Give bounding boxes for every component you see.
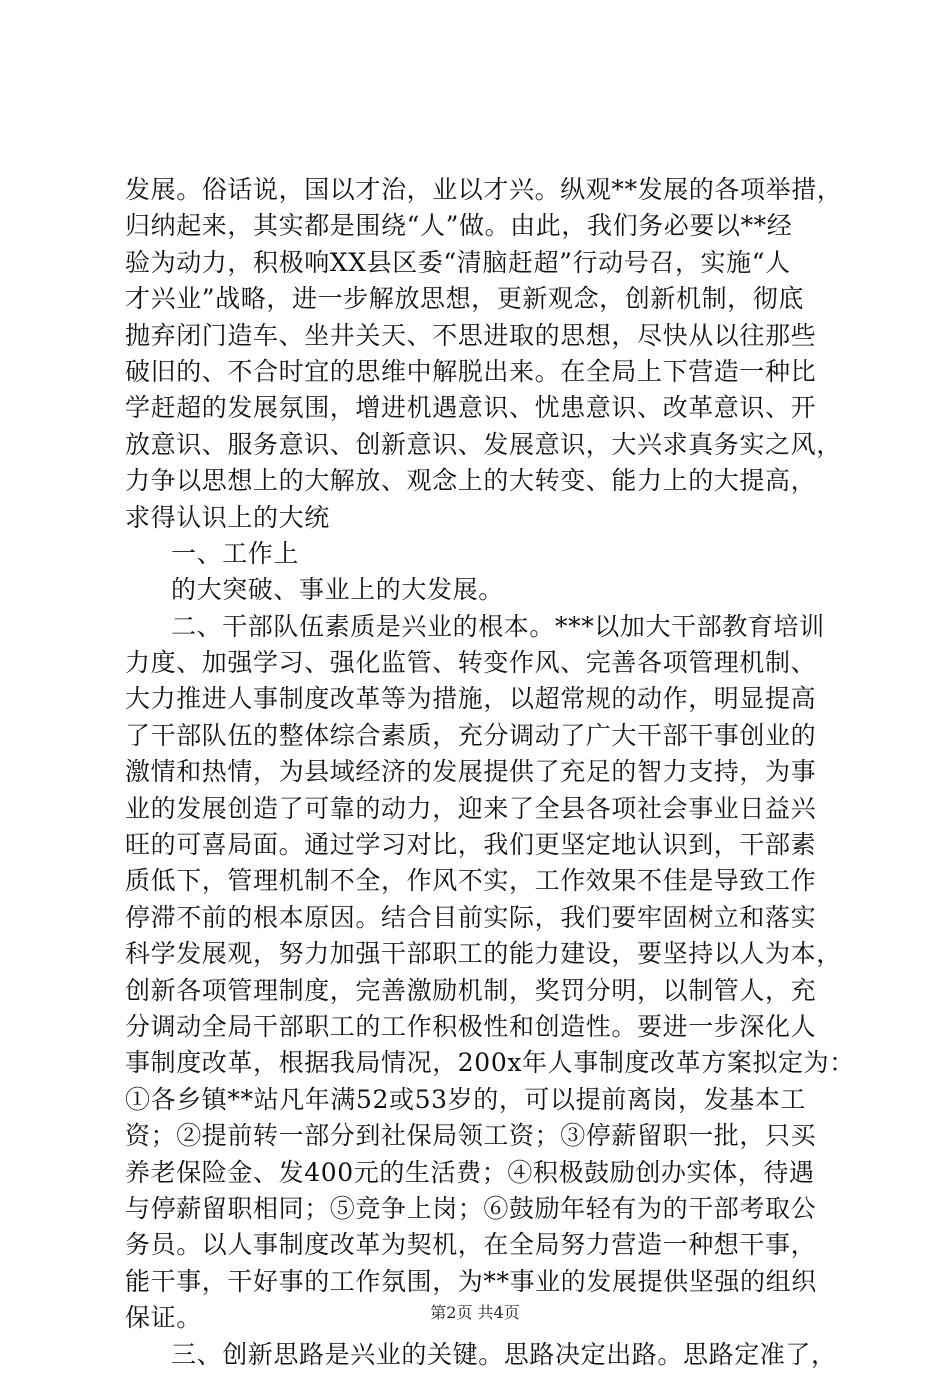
text-line: 大力推进人事制度改革等为措施，以超常规的动作，明显提高 [125, 684, 817, 714]
text-line: 事制度改革，根据我局情况，200x年人事制度改革方案拟定为： [125, 1048, 855, 1078]
text-line: 破旧的、不合时宜的思维中解脱出来。在全局上下营造一种比 [125, 356, 817, 386]
section-heading-line: 一、工作上 [171, 538, 300, 568]
text-line: 验为动力，积极响XX县区委“清脑赶超”行动号召，实施“人 [125, 247, 791, 277]
text-line: 务员。以人事制度改革为契机，在全局努力营造一种想干事， [125, 1230, 817, 1260]
text-line: 的大突破、事业上的大发展。 [171, 575, 504, 605]
text-line: 发展。俗话说，国以才治，业以才兴。纵观**发展的各项举措， [125, 175, 843, 204]
body-text [125, 172, 855, 1373]
text-line: 养老保险金、发400元的生活费；④积极鼓励创办实体，待遇 [125, 1157, 815, 1187]
text-line: 资；②提前转一部分到社保局领工资；③停薪留职一批，只买 [125, 1121, 817, 1151]
page-footer [0, 1300, 950, 1323]
text-line: 学赶超的发展氛围，增进机遇意识、忧患意识、改革意识、开 [125, 393, 817, 423]
text-line: 了干部队伍的整体综合素质，充分调动了广大干部干事创业的 [125, 720, 817, 750]
text-line: 放意识、服务意识、创新意识、发展意识，大兴求真务实之风， [125, 429, 842, 459]
text-line: 停滞不前的根本原因。结合目前实际，我们要牢固树立和落实 [125, 902, 817, 932]
section-heading-line: 三、创新思路是兴业的关键。思路决定出路。思路定准了， [171, 1339, 837, 1369]
text-line: 抛弃闭门造车、坐井关天、不思进取的思想，尽快从以往那些 [125, 320, 817, 350]
text-line: 创新各项管理制度，完善激励机制，奖罚分明，以制管人，充 [125, 975, 817, 1005]
text-line: 旺的可喜局面。通过学习对比，我们更坚定地认识到，干部素 [125, 830, 817, 860]
text-line: 与停薪留职相同；⑤竞争上岗；⑥鼓励年轻有为的干部考取公 [125, 1193, 817, 1223]
text-line: 力争以思想上的大解放、观念上的大转变、能力上的大提高， [125, 466, 817, 496]
text-line: 激情和热情，为县域经济的发展提供了充足的智力支持，为事 [125, 757, 817, 787]
text-line: 求得认识上的大统 [125, 502, 330, 532]
text-line: ①各乡镇**站凡年满52或53岁的，可以提前离岗，发基本工 [125, 1084, 807, 1114]
text-line: 才兴业”战略，进一步解放思想，更新观念，创新机制，彻底 [125, 284, 804, 314]
page-number: 第2页 共4页 [430, 1303, 520, 1322]
text-line: 归纳起来，其实都是围绕“人”做。由此，我们务必要以**经 [125, 211, 793, 241]
text-line: 分调动全局干部职工的工作积极性和创造性。要进一步深化人 [125, 1011, 817, 1041]
text-line: 保证。 [125, 1303, 202, 1333]
text-line: 力度、加强学习、强化监管、转变作风、完善各项管理机制、 [125, 648, 817, 678]
text-line: 业的发展创造了可靠的动力，迎来了全县各项社会事业日益兴 [125, 793, 817, 823]
text-line: 能干事，干好事的工作氛围，为**事业的发展提供坚强的组织 [125, 1266, 817, 1296]
section-heading-line: 二、干部队伍素质是兴业的根本。***以加大干部教育培训 [171, 611, 825, 641]
text-line: 质低下，管理机制不全，作风不实，工作效果不佳是导致工作 [125, 866, 817, 896]
text-line: 科学发展观，努力加强干部职工的能力建设，要坚持以人为本， [125, 939, 842, 969]
